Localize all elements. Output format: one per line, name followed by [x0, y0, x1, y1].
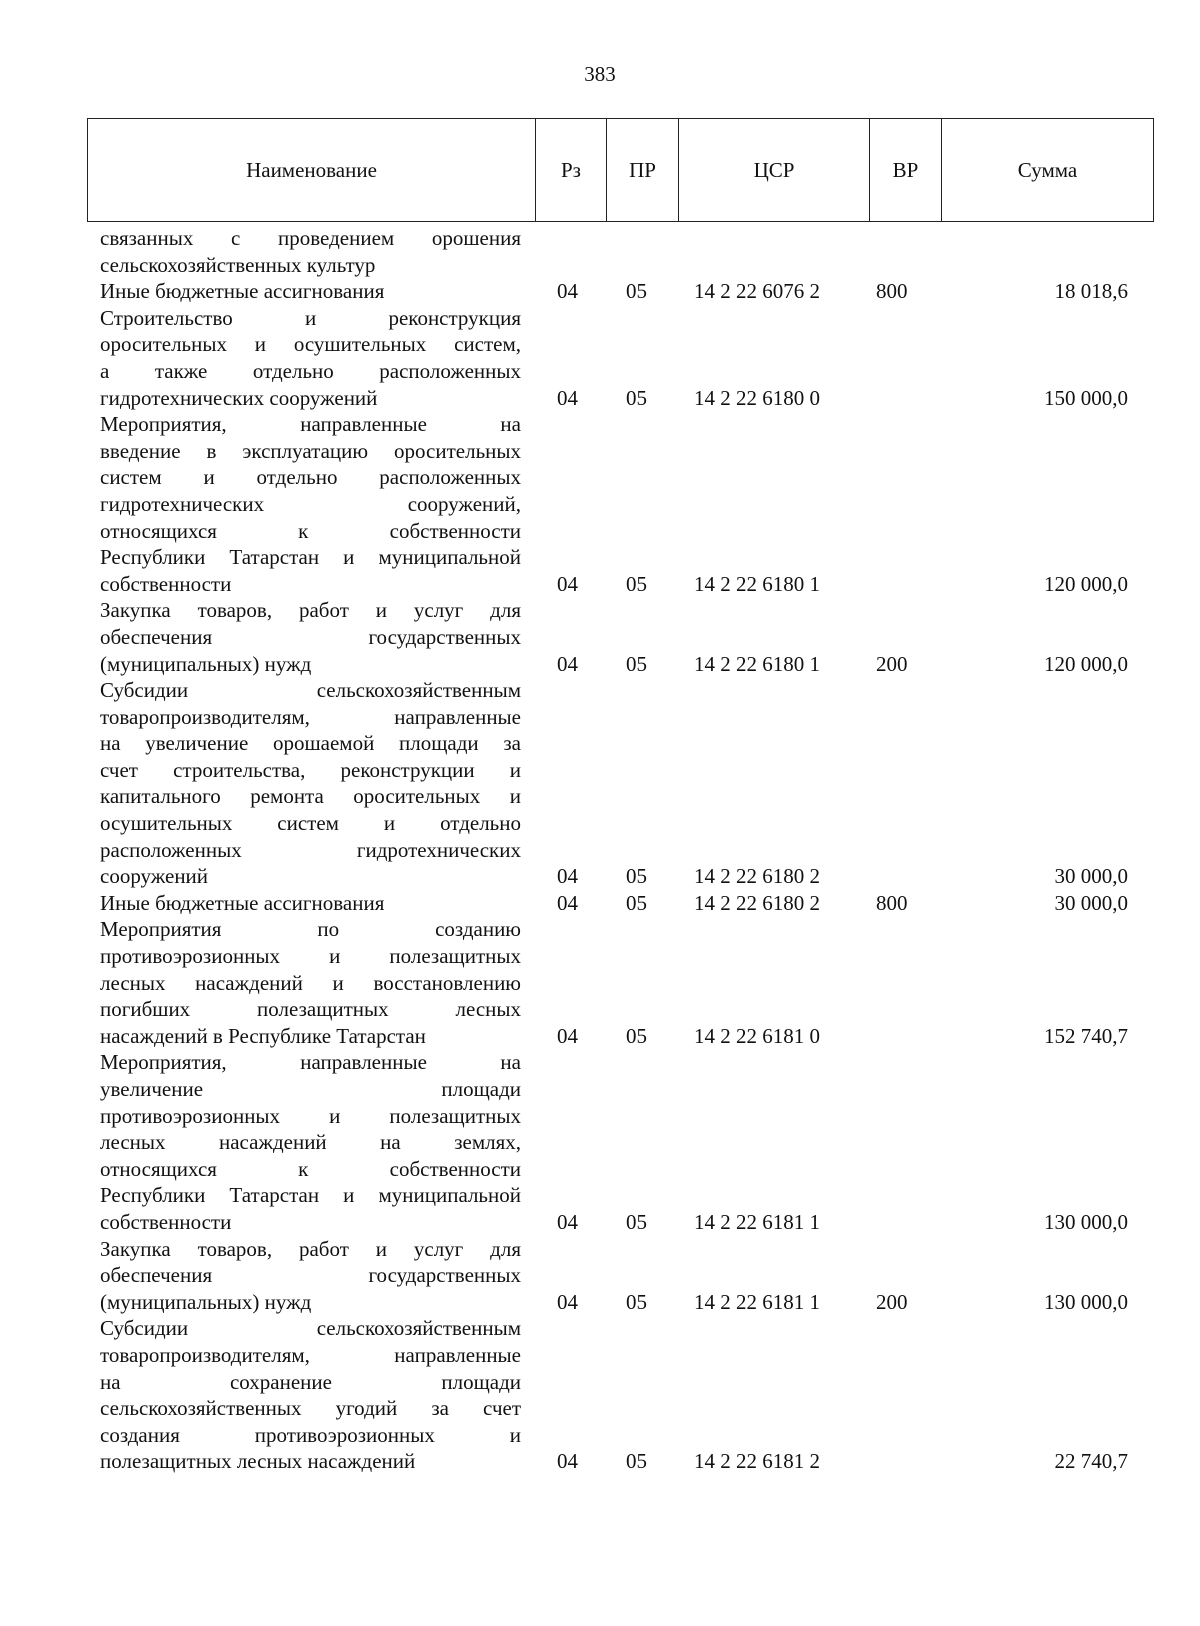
row-sum: 130 000,0	[1044, 1209, 1128, 1234]
row-name	[100, 916, 521, 1049]
row-name-line: лесных насаждений и восстановлению	[100, 970, 521, 995]
table-row	[0, 278, 1200, 305]
row-sum: 120 000,0	[1044, 571, 1128, 596]
row-rz: 04	[557, 1209, 578, 1234]
row-rz: 04	[557, 890, 578, 915]
table-row	[0, 225, 1200, 278]
header-vr: ВР	[870, 119, 942, 222]
row-rz: 04	[557, 1023, 578, 1048]
header-rz: Рз	[536, 119, 607, 222]
row-name	[100, 1315, 521, 1475]
row-name-line: введение в эксплуатацию оросительных	[100, 438, 521, 463]
row-name-line: на сохранение площади	[100, 1369, 521, 1394]
row-pr: 05	[626, 1023, 647, 1048]
row-name-line: счет строительства, реконструкции и	[100, 757, 521, 782]
row-name	[100, 890, 521, 917]
row-name	[100, 278, 521, 305]
row-name-line: относящихся к собственности	[100, 1156, 521, 1181]
row-name-line: насаждений в Республике Татарстан	[100, 1023, 426, 1048]
row-pr: 05	[626, 1449, 647, 1474]
row-name	[100, 1049, 521, 1235]
header-sum: Сумма	[942, 119, 1154, 222]
row-name-line: сельскохозяйственных угодий за счет	[100, 1396, 521, 1421]
row-pr: 05	[626, 1209, 647, 1234]
table-row	[0, 1236, 1200, 1316]
row-name	[100, 597, 521, 677]
row-name-line: гидротехнических сооружений	[100, 385, 378, 410]
row-name-line: оросительных и осушительных систем,	[100, 332, 521, 357]
row-pr: 05	[626, 279, 647, 304]
row-name-line: сельскохозяйственных культур	[100, 252, 376, 277]
row-rz: 04	[557, 571, 578, 596]
header-name: Наименование	[88, 119, 536, 222]
row-pr: 05	[626, 385, 647, 410]
row-sum: 18 018,6	[1054, 279, 1128, 304]
row-name-line: Закупка товаров, работ и услуг для	[100, 598, 521, 623]
row-name-line: товаропроизводителям, направленные	[100, 704, 521, 729]
table-row	[0, 1315, 1200, 1475]
row-rz: 04	[557, 1289, 578, 1314]
row-vr: 800	[876, 890, 908, 915]
row-sum: 150 000,0	[1044, 385, 1128, 410]
table-row	[0, 597, 1200, 677]
row-name-line: осушительных систем и отдельно	[100, 811, 521, 836]
row-rz: 04	[557, 385, 578, 410]
row-name-line: Мероприятия по созданию	[100, 917, 521, 942]
row-vr: 800	[876, 279, 908, 304]
row-csr: 14 2 22 6076 2	[694, 279, 820, 304]
row-name-line: увеличение площади	[100, 1077, 521, 1101]
row-name-line: связанных с проведением орошения	[100, 226, 521, 250]
row-name-line: а также отдельно расположенных	[100, 358, 521, 383]
table-row	[0, 677, 1200, 890]
row-sum: 30 000,0	[1054, 890, 1128, 915]
row-name-line: полезащитных лесных насаждений	[100, 1449, 416, 1474]
row-name-line: на увеличение орошаемой площади за	[100, 731, 521, 756]
row-sum: 22 740,7	[1054, 1449, 1128, 1474]
header-pr: ПР	[607, 119, 679, 222]
row-name-line: создания противоэрозионных и	[100, 1422, 521, 1447]
row-rz: 04	[557, 864, 578, 889]
row-name-line: Закупка товаров, работ и услуг для	[100, 1236, 521, 1261]
row-name-line: собственности	[100, 1209, 232, 1234]
row-sum: 130 000,0	[1044, 1289, 1128, 1314]
row-name-line: относящихся к собственности	[100, 518, 521, 543]
row-sum: 120 000,0	[1044, 651, 1128, 676]
row-name-line: Иные бюджетные ассигнования	[100, 279, 385, 304]
page-number: 383	[584, 62, 616, 86]
row-name-line: Мероприятия, направленные на	[100, 1050, 521, 1075]
row-name-line: Республики Татарстан и муниципальной	[100, 545, 521, 570]
row-name-line: Субсидии сельскохозяйственным	[100, 1316, 521, 1341]
row-name-line: (муниципальных) нужд	[100, 651, 312, 676]
row-rz: 04	[557, 651, 578, 676]
row-name-line: Субсидии сельскохозяйственным	[100, 678, 521, 703]
row-sum: 152 740,7	[1044, 1023, 1128, 1048]
row-pr: 05	[626, 890, 647, 915]
row-rz: 04	[557, 1449, 578, 1474]
row-name-line: систем и отдельно расположенных	[100, 465, 521, 490]
row-csr: 14 2 22 6181 2	[694, 1449, 820, 1474]
table-row	[0, 411, 1200, 597]
row-csr: 14 2 22 6180 0	[694, 385, 820, 410]
row-name	[100, 1236, 521, 1316]
row-name-line: сооружений	[100, 864, 209, 889]
row-csr: 14 2 22 6180 1	[694, 571, 820, 596]
row-name-line: товаропроизводителям, направленные	[100, 1342, 521, 1367]
row-name	[100, 677, 521, 890]
row-csr: 14 2 22 6181 1	[694, 1209, 820, 1234]
row-name-line: расположенных гидротехнических	[100, 837, 521, 862]
row-name-line: гидротехнических сооружений,	[100, 491, 521, 516]
row-name	[100, 225, 521, 278]
row-name-line: обеспечения государственных	[100, 1263, 521, 1288]
row-sum: 30 000,0	[1054, 864, 1128, 889]
table-row	[0, 890, 1200, 917]
row-csr: 14 2 22 6181 1	[694, 1289, 820, 1314]
table-body	[0, 225, 1200, 1475]
row-csr: 14 2 22 6180 1	[694, 651, 820, 676]
row-name-line: противоэрозионных и полезащитных	[100, 944, 521, 969]
row-rz: 04	[557, 279, 578, 304]
row-vr: 200	[876, 1289, 908, 1314]
row-name-line: Иные бюджетные ассигнования	[100, 890, 385, 915]
row-name-line: собственности	[100, 571, 232, 596]
row-pr: 05	[626, 571, 647, 596]
header-csr: ЦСР	[679, 119, 870, 222]
row-csr: 14 2 22 6180 2	[694, 864, 820, 889]
row-name-line: Строительство и реконструкция	[100, 305, 521, 330]
row-pr: 05	[626, 864, 647, 889]
row-name-line: обеспечения государственных	[100, 624, 521, 649]
table-row	[0, 916, 1200, 1049]
row-csr: 14 2 22 6181 0	[694, 1023, 820, 1048]
table-row	[0, 1049, 1200, 1235]
row-name-line: (муниципальных) нужд	[100, 1289, 312, 1314]
row-name-line: Мероприятия, направленные на	[100, 412, 521, 437]
table-row	[0, 305, 1200, 411]
row-pr: 05	[626, 651, 647, 676]
row-name-line: погибших полезащитных лесных	[100, 997, 521, 1022]
row-name-line: капитального ремонта оросительных и	[100, 784, 521, 809]
table-header	[87, 118, 1154, 222]
row-vr: 200	[876, 651, 908, 676]
row-name	[100, 305, 521, 411]
row-csr: 14 2 22 6180 2	[694, 890, 820, 915]
row-pr: 05	[626, 1289, 647, 1314]
row-name-line: Республики Татарстан и муниципальной	[100, 1183, 521, 1208]
row-name-line: противоэрозионных и полезащитных	[100, 1103, 521, 1128]
row-name	[100, 411, 521, 597]
row-name-line: лесных насаждений на землях,	[100, 1130, 521, 1155]
